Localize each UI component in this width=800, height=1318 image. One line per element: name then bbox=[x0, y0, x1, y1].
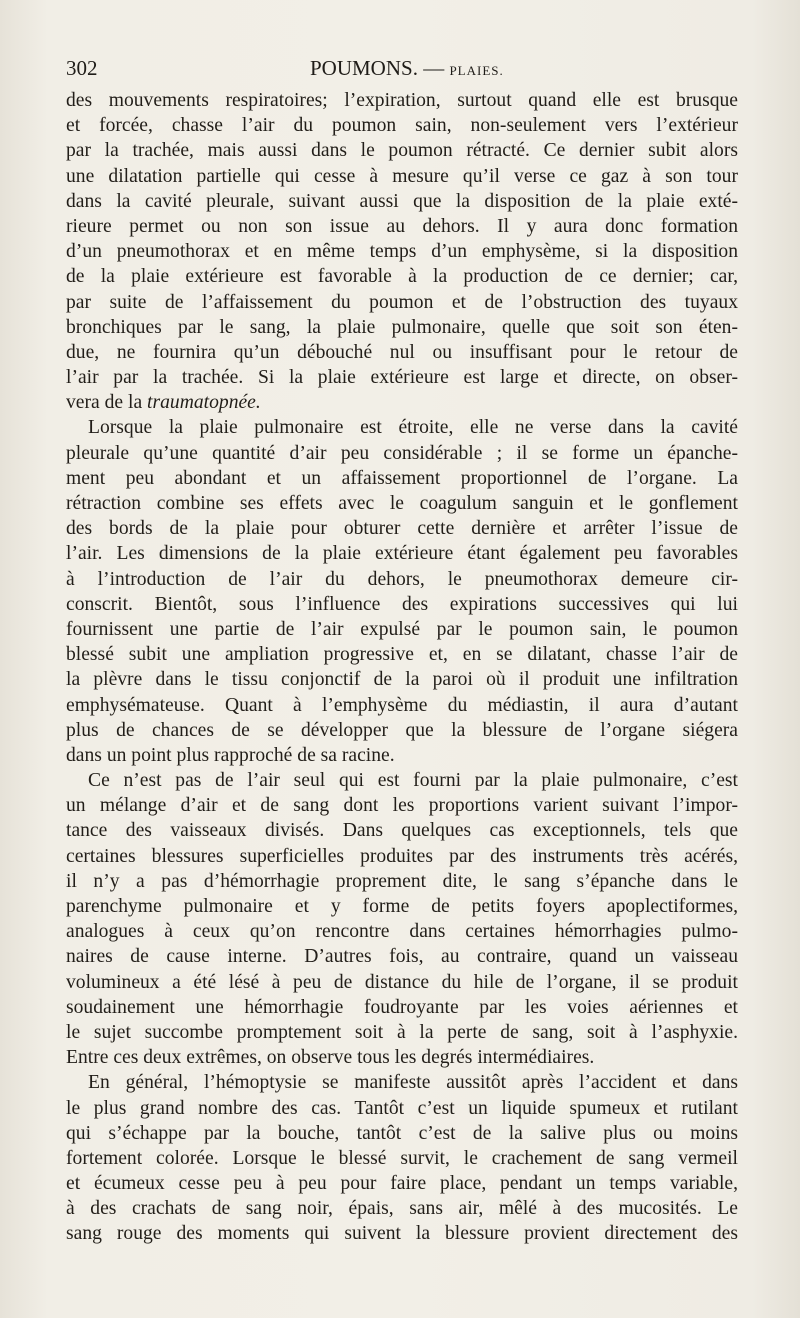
italic-term: traumatopnée. bbox=[147, 392, 261, 414]
text-line: Lorsque la plaie pulmonaire est étroite, elle ne verse dans la cavité bbox=[88, 417, 738, 439]
text-line: la plèvre dans le tissu conjonctif de la paroi où il produit une infiltration bbox=[66, 669, 738, 691]
text-line: qui s’échappe par la bouche, tantôt c’est de la salive plus ou moins bbox=[66, 1122, 738, 1144]
text-line: d’un pneumothorax et en même temps d’un emphysème, si la disposition bbox=[66, 241, 738, 263]
text-line: analogues à ceux qu’on rencontre dans certaines hémorrhagies pulmo- bbox=[66, 921, 738, 943]
text-line: par la trachée, mais aussi dans le poumon rétracté. Ce dernier subit alors bbox=[66, 140, 738, 162]
paragraph-3 bbox=[66, 768, 738, 1070]
page-number: 302 bbox=[66, 56, 98, 80]
text-line: blessé subit une ampliation progressive et, en se dilatant, chasse l’air de bbox=[66, 644, 738, 666]
text-line: l’air. Les dimensions de la plaie extérieure étant également peu favorables bbox=[66, 543, 738, 565]
text-line: conscrit. Bientôt, sous l’influence des expirations successives qui lui bbox=[66, 593, 738, 615]
paragraph-4 bbox=[66, 1070, 738, 1246]
paragraph-1 bbox=[66, 88, 738, 415]
text-line: bronchiques par le sang, la plaie pulmonaire, quelle que soit son éten- bbox=[66, 316, 738, 338]
body-text bbox=[66, 88, 738, 1247]
text-line: le plus grand nombre des cas. Tantôt c’est un liquide spumeux et rutilant bbox=[66, 1097, 738, 1119]
text-line: rétraction combine ses effets avec le coagulum sanguin et le gonflement bbox=[66, 493, 738, 514]
text-line: pleurale qu’une quantité d’air peu considérable ; il se forme un épanche- bbox=[66, 442, 738, 464]
text-line: plus de chances de se développer que la blessure de l’organe siégera bbox=[66, 719, 738, 741]
text-line: à des crachats de sang noir, épais, sans air, mêlé à des mucosités. Le bbox=[66, 1198, 738, 1220]
running-title-main: POUMONS. — bbox=[310, 56, 450, 80]
text-line: Ce n’est pas de l’air seul qui est fourni par la plaie pulmonaire, c’est bbox=[88, 770, 738, 792]
text-line: naires de cause interne. D’autres fois, au contraire, quand un vaisseau bbox=[66, 946, 738, 968]
text-line: un mélange d’air et de sang dont les proportions varient suivant l’impor- bbox=[66, 795, 738, 817]
text-line: sang rouge des moments qui suivent la blessure provient directement des bbox=[66, 1223, 738, 1245]
text-line: fournissent une partie de l’air expulsé par le poumon sain, le poumon bbox=[66, 618, 738, 640]
text-line: ment peu abondant et un affaissement proportionnel de l’organe. La bbox=[66, 467, 738, 489]
text-line: de la plaie extérieure est favorable à la production de ce dernier; car, bbox=[66, 266, 738, 288]
running-header bbox=[66, 56, 738, 84]
text-line: à l’introduction de l’air du dehors, le pneumothorax demeure cir- bbox=[66, 568, 738, 590]
text-line: En général, l’hémoptysie se manifeste aussitôt après l’accident et dans bbox=[88, 1072, 738, 1094]
text-line: Entre ces deux extrêmes, on observe tous les degrés intermédiaires. bbox=[66, 1047, 595, 1069]
text-span: vera de la bbox=[66, 392, 148, 414]
text-line: l’air par la trachée. Si la plaie extérieure est large et directe, on obser- bbox=[66, 367, 738, 389]
text-line bbox=[66, 390, 738, 415]
text-line: emphysémateuse. Quant à l’emphysème du médiastin, il aura d’autant bbox=[66, 694, 738, 716]
text-line: et écumeux cesse peu à peu pour faire place, pendant un temps variable, bbox=[66, 1173, 738, 1195]
text-line: par suite de l’affaissement du poumon et de l’obstruction des tuyaux bbox=[66, 291, 738, 313]
paragraph-2 bbox=[66, 415, 738, 768]
text-line: fortement colorée. Lorsque le blessé survit, le crachement de sang vermeil bbox=[66, 1147, 738, 1169]
text-line: volumineux a été lésé à peu de distance du hile de l’organe, il se produit bbox=[66, 971, 738, 993]
text-line: due, ne fournira qu’un débouché nul ou insuffisant pour le retour de bbox=[66, 341, 738, 363]
text-line: une dilatation partielle qui cesse à mesure qu’il verse ce gaz à son tour bbox=[66, 165, 738, 187]
text-line: rieure permet ou non son issue au dehors. Il y aura donc formation bbox=[66, 215, 738, 237]
running-title-section: PLAIES. bbox=[449, 63, 504, 78]
text-line: dans la cavité pleurale, suivant aussi que la disposition de la plaie exté- bbox=[66, 190, 738, 212]
text-line: il n’y a pas d’hémorrhagie proprement dite, le sang s’épanche dans le bbox=[66, 870, 738, 892]
text-line: des bords de la plaie pour obturer cette dernière et arrêter l’issue de bbox=[66, 518, 738, 540]
running-title bbox=[310, 56, 504, 81]
text-line: dans un point plus rapproché de sa racine. bbox=[66, 744, 395, 766]
text-line: le sujet succombe promptement soit à la perte de sang, soit à l’asphyxie. bbox=[66, 1021, 738, 1043]
text-line: des mouvements respiratoires; l’expiration, surtout quand elle est brusque bbox=[66, 90, 738, 111]
text-line: et forcée, chasse l’air du poumon sain, non-seulement vers l’extérieur bbox=[66, 115, 738, 137]
text-line: parenchyme pulmonaire et y forme de petits foyers apoplectiformes, bbox=[66, 896, 738, 917]
text-line: soudainement une hémorrhagie foudroyante par les voies aériennes et bbox=[66, 996, 738, 1018]
text-line: tance des vaisseaux divisés. Dans quelques cas exceptionnels, tels que bbox=[66, 820, 738, 842]
text-line: certaines blessures superficielles produites par des instruments très acérés, bbox=[66, 845, 738, 867]
